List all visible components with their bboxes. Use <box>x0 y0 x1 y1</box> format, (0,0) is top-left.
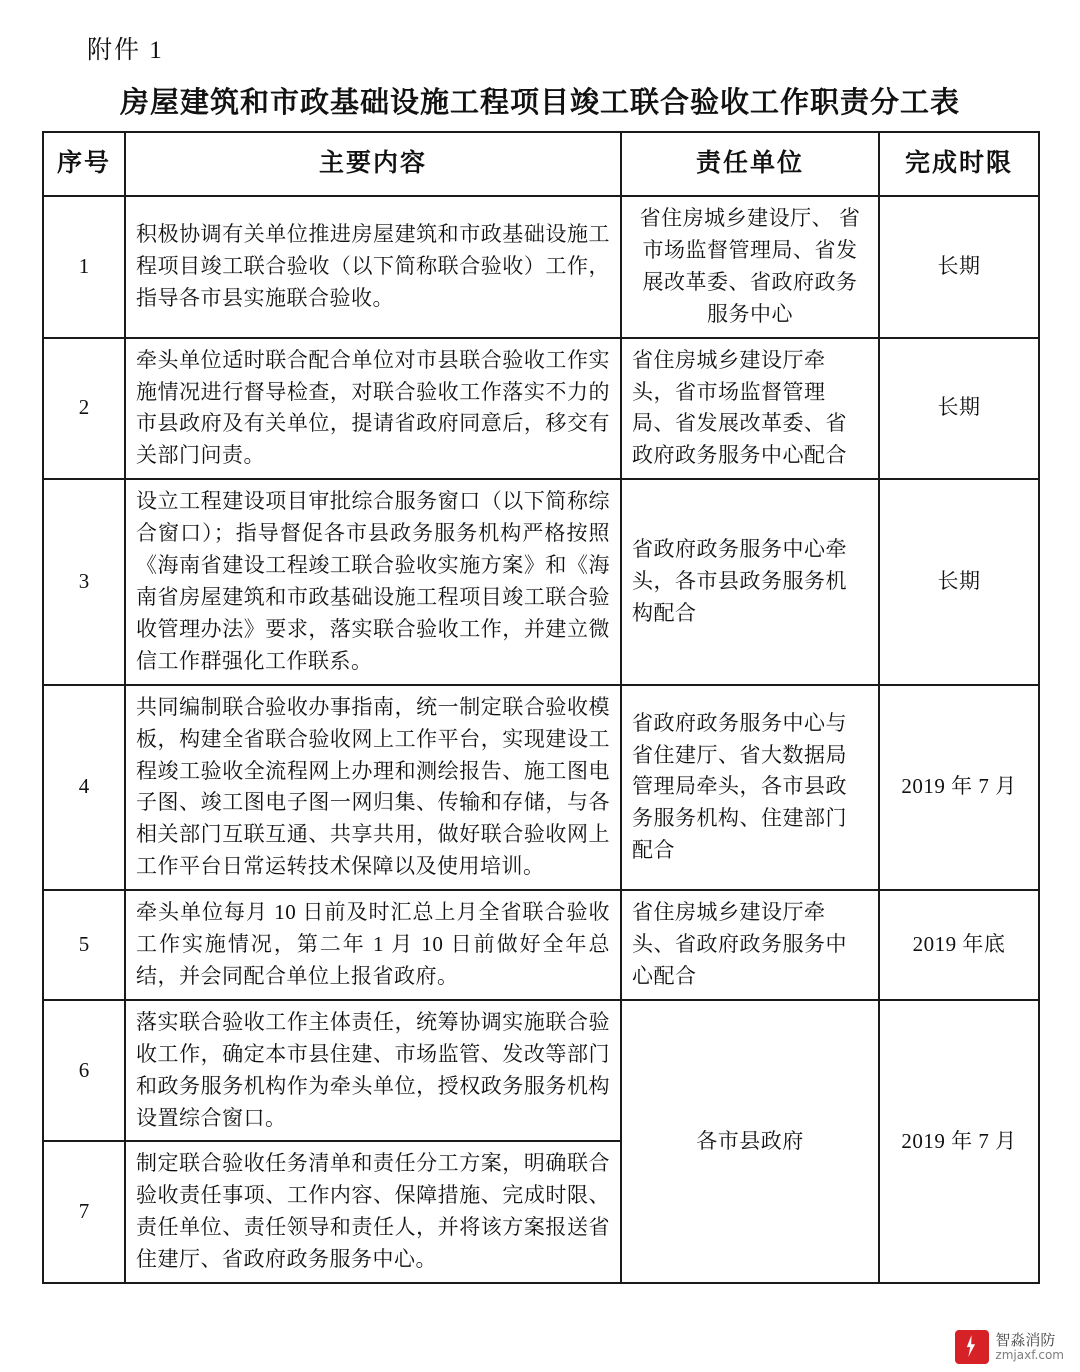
column-header-deadline: 完成时限 <box>879 132 1039 196</box>
flame-badge-icon <box>955 1330 989 1364</box>
row-no: 5 <box>43 890 125 1000</box>
row-content: 牵头单位每月 10 日前及时汇总上月全省联合验收工作实施情况，第二年 1 月 10 日前做好全年总结，并会同配合单位上报省政府。 <box>125 890 621 1000</box>
row-no: 6 <box>43 1000 125 1142</box>
row-content: 积极协调有关单位推进房屋建筑和市政基础设施工程项目竣工联合验收（以下简称联合验收）工作，指导各市县实施联合验收。 <box>125 196 621 338</box>
row-no: 4 <box>43 685 125 890</box>
table-row <box>43 1000 1039 1142</box>
column-header-unit: 责任单位 <box>621 132 879 196</box>
table-row <box>43 479 1039 684</box>
row-unit: 省政府政务服务中心与省住建厅、省大数据局管理局牵头，各市县政务服务机构、住建部门配合 <box>621 685 879 890</box>
watermark-text <box>995 1332 1064 1362</box>
row-content: 牵头单位适时联合配合单位对市县联合验收工作实施情况进行督导检查，对联合验收工作落实不力的市县政府及有关单位，提请省政府同意后，移交有关部门问责。 <box>125 338 621 480</box>
row-unit: 省政府政务服务中心牵头，各市县政务服务机构配合 <box>621 479 879 684</box>
row-no: 3 <box>43 479 125 684</box>
row-unit-merged: 各市县政府 <box>621 1000 879 1283</box>
row-no: 2 <box>43 338 125 480</box>
column-header-content: 主要内容 <box>125 132 621 196</box>
row-content: 制定联合验收任务清单和责任分工方案，明确联合验收责任事项、工作内容、保障措施、完成时限、责任单位、责任领导和责任人，并将该方案报送省住建厅、省政府政务服务中心。 <box>125 1141 621 1283</box>
table-row <box>43 890 1039 1000</box>
watermark-main: 智淼消防 <box>995 1331 1056 1350</box>
attachment-label: 附件 1 <box>87 37 164 64</box>
row-unit: 省住房城乡建设厅、 省市场监督管理局、省发展改革委、省政府政务服务中心 <box>621 196 879 338</box>
row-deadline: 2019 年底 <box>879 890 1039 1000</box>
row-no: 1 <box>43 196 125 338</box>
row-deadline-merged: 2019 年 7 月 <box>879 1000 1039 1283</box>
table-row <box>43 685 1039 890</box>
column-header-no: 序号 <box>43 132 125 196</box>
row-deadline: 长期 <box>879 338 1039 480</box>
page-title: 房屋建筑和市政基础设施工程项目竣工联合验收工作职责分工表 <box>119 85 960 119</box>
watermark-sub: zmjaxf.com <box>995 1347 1064 1362</box>
row-unit: 省住房城乡建设厅牵头、省政府政务服务中心配合 <box>621 890 879 1000</box>
watermark <box>955 1330 1064 1364</box>
row-content: 落实联合验收工作主体责任，统筹协调实施联合验收工作，确定本市县住建、市场监管、发改等部门和政务服务机构作为牵头单位，授权政务服务机构设置综合窗口。 <box>125 1000 621 1142</box>
row-content: 设立工程建设项目审批综合服务窗口（以下简称综合窗口）；指导督促各市县政务服务机构严格按照《海南省建设工程竣工联合验收实施方案》和《海南省房屋建筑和市政基础设施工程项目竣工联合验收管理办法》要求，落实联合验收工作，并建立微信工作群强化工作联系。 <box>125 479 621 684</box>
table-header-row <box>43 132 1039 196</box>
row-unit: 省住房城乡建设厅牵头，省市场监督管理局、省发展改革委、省政府政务服务中心配合 <box>621 338 879 480</box>
row-deadline: 长期 <box>879 479 1039 684</box>
row-no: 7 <box>43 1141 125 1283</box>
table-row <box>43 338 1039 480</box>
responsibility-table <box>42 131 1040 1284</box>
row-deadline: 2019 年 7 月 <box>879 685 1039 890</box>
row-deadline: 长期 <box>879 196 1039 338</box>
row-content: 共同编制联合验收办事指南，统一制定联合验收模板，构建全省联合验收网上工作平台，实现建设工程竣工验收全流程网上办理和测绘报告、施工图电子图、竣工图电子图一网归集、传输和存储，与各相关部门互联互通、共享共用，做好联合验收网上工作平台日常运转技术保障以及使用培训。 <box>125 685 621 890</box>
table-row <box>43 196 1039 338</box>
